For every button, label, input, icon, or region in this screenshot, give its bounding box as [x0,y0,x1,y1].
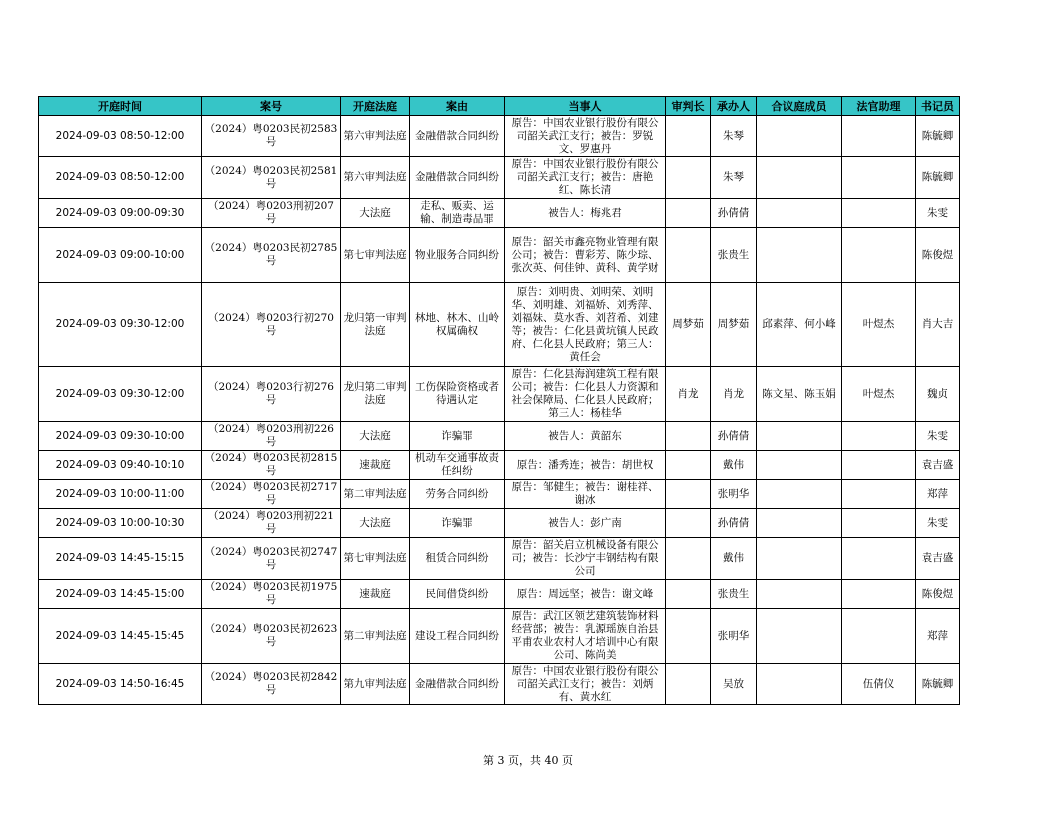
cause-cell: 租赁合同纠纷 [410,538,505,580]
court-schedule-table [38,96,960,705]
handler-cell: 朱琴 [711,157,757,199]
handler-cell: 周梦茹 [711,283,757,367]
hearing-time-cell: 2024-09-03 14:45-15:45 [39,609,202,664]
courtroom-cell: 速裁庭 [341,580,410,609]
hearing-time-cell: 2024-09-03 10:00-10:30 [39,509,202,538]
case-number-cell: （2024）粤0203民初2785号 [202,228,341,283]
chief-judge-cell [666,538,711,580]
parties-cell: 被告人：梅兆君 [505,199,666,228]
cause-cell: 走私、贩卖、运输、制造毒品罪 [410,199,505,228]
chief-judge-cell [666,509,711,538]
panel-cell [757,538,842,580]
chief-judge-cell [666,199,711,228]
assistant-cell [842,228,916,283]
header-clerk: 书记员 [916,97,960,116]
courtroom-cell: 第七审判法庭 [341,228,410,283]
parties-cell: 原告：邹健生；被告：谢桂祥、谢冰 [505,480,666,509]
hearing-time-cell: 2024-09-03 09:30-12:00 [39,283,202,367]
parties-cell: 原告：潘秀连；被告：胡世权 [505,451,666,480]
clerk-cell: 肖大吉 [916,283,960,367]
panel-cell [757,580,842,609]
panel-cell [757,199,842,228]
courtroom-cell: 第二审判法庭 [341,609,410,664]
chief-judge-cell [666,228,711,283]
clerk-cell: 郑萍 [916,480,960,509]
chief-judge-cell [666,580,711,609]
clerk-cell: 陈毓卿 [916,664,960,705]
courtroom-cell: 第六审判法庭 [341,157,410,199]
table-row [39,157,960,199]
case-number-cell: （2024）粤0203刑初207号 [202,199,341,228]
header-case-number: 案号 [202,97,341,116]
assistant-cell [842,199,916,228]
chief-judge-cell [666,157,711,199]
case-number-cell: （2024）粤0203民初2747号 [202,538,341,580]
hearing-time-cell: 2024-09-03 08:50-12:00 [39,157,202,199]
clerk-cell: 魏贞 [916,367,960,422]
parties-cell: 原告：中国农业银行股份有限公司韶关武江支行；被告：罗锐文、罗惠丹 [505,116,666,157]
panel-cell [757,609,842,664]
header-chief-judge: 审判长 [666,97,711,116]
panel-cell [757,422,842,451]
handler-cell: 戴伟 [711,538,757,580]
courtroom-cell: 速裁庭 [341,451,410,480]
page-footer: 第 3 页，共 40 页 [483,754,573,767]
case-number-cell: （2024）粤0203行初276号 [202,367,341,422]
cause-cell: 诈骗罪 [410,509,505,538]
cause-cell: 机动车交通事故责任纠纷 [410,451,505,480]
clerk-cell: 朱雯 [916,509,960,538]
hearing-time-cell: 2024-09-03 09:40-10:10 [39,451,202,480]
handler-cell: 张贵生 [711,228,757,283]
clerk-cell: 陈俊煜 [916,580,960,609]
chief-judge-cell [666,664,711,705]
assistant-cell [842,580,916,609]
hearing-time-cell: 2024-09-03 14:50-16:45 [39,664,202,705]
courtroom-cell: 大法庭 [341,509,410,538]
hearing-time-cell: 2024-09-03 14:45-15:00 [39,580,202,609]
assistant-cell [842,480,916,509]
hearing-time-cell: 2024-09-03 14:45-15:15 [39,538,202,580]
case-number-cell: （2024）粤0203民初2583号 [202,116,341,157]
parties-cell: 原告：中国农业银行股份有限公司韶关武江支行；被告：唐艳红、陈长清 [505,157,666,199]
table-row [39,367,960,422]
assistant-cell [842,116,916,157]
handler-cell: 吴放 [711,664,757,705]
case-number-cell: （2024）粤0203刑初221号 [202,509,341,538]
parties-cell: 原告：仁化县海润建筑工程有限公司；被告：仁化县人力资源和社会保障局、仁化县人民政府；第三人：杨桂华 [505,367,666,422]
courtroom-cell: 第六审判法庭 [341,116,410,157]
clerk-cell: 陈毓卿 [916,116,960,157]
table-row [39,228,960,283]
chief-judge-cell [666,480,711,509]
clerk-cell: 朱雯 [916,422,960,451]
case-number-cell: （2024）粤0203民初2815号 [202,451,341,480]
cause-cell: 金融借款合同纠纷 [410,157,505,199]
cause-cell: 金融借款合同纠纷 [410,664,505,705]
table-row [39,422,960,451]
hearing-time-cell: 2024-09-03 09:00-10:00 [39,228,202,283]
clerk-cell: 袁吉盛 [916,538,960,580]
assistant-cell: 叶煜杰 [842,367,916,422]
handler-cell: 孙倩倩 [711,199,757,228]
header-handler: 承办人 [711,97,757,116]
panel-cell [757,157,842,199]
header-assistant: 法官助理 [842,97,916,116]
cause-cell: 金融借款合同纠纷 [410,116,505,157]
assistant-cell [842,538,916,580]
cause-cell: 林地、林木、山岭权属确权 [410,283,505,367]
courtroom-cell: 龙归第一审判法庭 [341,283,410,367]
assistant-cell [842,422,916,451]
panel-cell [757,116,842,157]
table-row [39,116,960,157]
chief-judge-cell [666,116,711,157]
parties-cell: 原告：刘明贵、刘明荣、刘明华、刘明雄、刘福娇、刘秀萍、刘福妹、莫水香、刘苕希、刘建等；被告：仁化县黄坑镇人民政府、仁化县人民政府；第三人：黄任会 [505,283,666,367]
clerk-cell: 郑萍 [916,609,960,664]
cause-cell: 民间借贷纠纷 [410,580,505,609]
cause-cell: 劳务合同纠纷 [410,480,505,509]
clerk-cell: 陈毓卿 [916,157,960,199]
table-row [39,199,960,228]
cause-cell: 诈骗罪 [410,422,505,451]
parties-cell: 被告人：黄韶东 [505,422,666,451]
case-number-cell: （2024）粤0203民初2623号 [202,609,341,664]
parties-cell: 原告：韶关启立机械设备有限公司；被告：长沙宁丰钢结构有限公司 [505,538,666,580]
hearing-time-cell: 2024-09-03 09:30-10:00 [39,422,202,451]
courtroom-cell: 第二审判法庭 [341,480,410,509]
assistant-cell: 叶煜杰 [842,283,916,367]
panel-cell [757,228,842,283]
parties-cell: 原告：中国农业银行股份有限公司韶关武江支行；被告：刘炳有、黄水红 [505,664,666,705]
assistant-cell [842,451,916,480]
assistant-cell [842,609,916,664]
hearing-time-cell: 2024-09-03 09:30-12:00 [39,367,202,422]
case-number-cell: （2024）粤0203民初1975号 [202,580,341,609]
handler-cell: 戴伟 [711,451,757,480]
clerk-cell: 朱雯 [916,199,960,228]
parties-cell: 原告：韶关市鑫亮物业管理有限公司；被告：曹彩芳、陈少琮、张次英、何佳钟、黄科、黄学财 [505,228,666,283]
header-courtroom: 开庭法庭 [341,97,410,116]
table-row [39,538,960,580]
case-number-cell: （2024）粤0203刑初226号 [202,422,341,451]
case-number-cell: （2024）粤0203行初270号 [202,283,341,367]
header-panel: 合议庭成员 [757,97,842,116]
assistant-cell: 伍倩仪 [842,664,916,705]
header-cause: 案由 [410,97,505,116]
courtroom-cell: 龙归第二审判法庭 [341,367,410,422]
panel-cell [757,664,842,705]
case-number-cell: （2024）粤0203民初2717号 [202,480,341,509]
parties-cell: 原告：周远坚；被告：谢文峰 [505,580,666,609]
handler-cell: 张明华 [711,480,757,509]
table-row [39,480,960,509]
table-row [39,451,960,480]
table-row [39,664,960,705]
header-row [39,97,960,116]
courtroom-cell: 大法庭 [341,199,410,228]
chief-judge-cell: 周梦茹 [666,283,711,367]
handler-cell: 肖龙 [711,367,757,422]
table-row [39,609,960,664]
parties-cell: 原告：武江区领艺建筑装饰材料经营部；被告：乳源瑶族自治县平甫农业农村人才培训中心有限公司、陈尚美 [505,609,666,664]
panel-cell: 陈文星、陈玉娟 [757,367,842,422]
clerk-cell: 陈俊煜 [916,228,960,283]
chief-judge-cell [666,609,711,664]
header-hearing-time: 开庭时间 [39,97,202,116]
clerk-cell: 袁吉盛 [916,451,960,480]
handler-cell: 孙倩倩 [711,422,757,451]
chief-judge-cell [666,422,711,451]
assistant-cell [842,157,916,199]
case-number-cell: （2024）粤0203民初2842号 [202,664,341,705]
cause-cell: 建设工程合同纠纷 [410,609,505,664]
hearing-time-cell: 2024-09-03 10:00-11:00 [39,480,202,509]
assistant-cell [842,509,916,538]
table-row [39,580,960,609]
handler-cell: 孙倩倩 [711,509,757,538]
cause-cell: 工伤保险资格或者待遇认定 [410,367,505,422]
courtroom-cell: 第七审判法庭 [341,538,410,580]
table-row [39,509,960,538]
handler-cell: 朱琴 [711,116,757,157]
hearing-time-cell: 2024-09-03 08:50-12:00 [39,116,202,157]
case-number-cell: （2024）粤0203民初2581号 [202,157,341,199]
table-row [39,283,960,367]
handler-cell: 张贵生 [711,580,757,609]
header-parties: 当事人 [505,97,666,116]
panel-cell [757,509,842,538]
chief-judge-cell: 肖龙 [666,367,711,422]
chief-judge-cell [666,451,711,480]
handler-cell: 张明华 [711,609,757,664]
hearing-time-cell: 2024-09-03 09:00-09:30 [39,199,202,228]
panel-cell [757,451,842,480]
panel-cell: 邱素萍、何小峰 [757,283,842,367]
courtroom-cell: 第九审判法庭 [341,664,410,705]
parties-cell: 被告人：彭广南 [505,509,666,538]
cause-cell: 物业服务合同纠纷 [410,228,505,283]
courtroom-cell: 大法庭 [341,422,410,451]
panel-cell [757,480,842,509]
